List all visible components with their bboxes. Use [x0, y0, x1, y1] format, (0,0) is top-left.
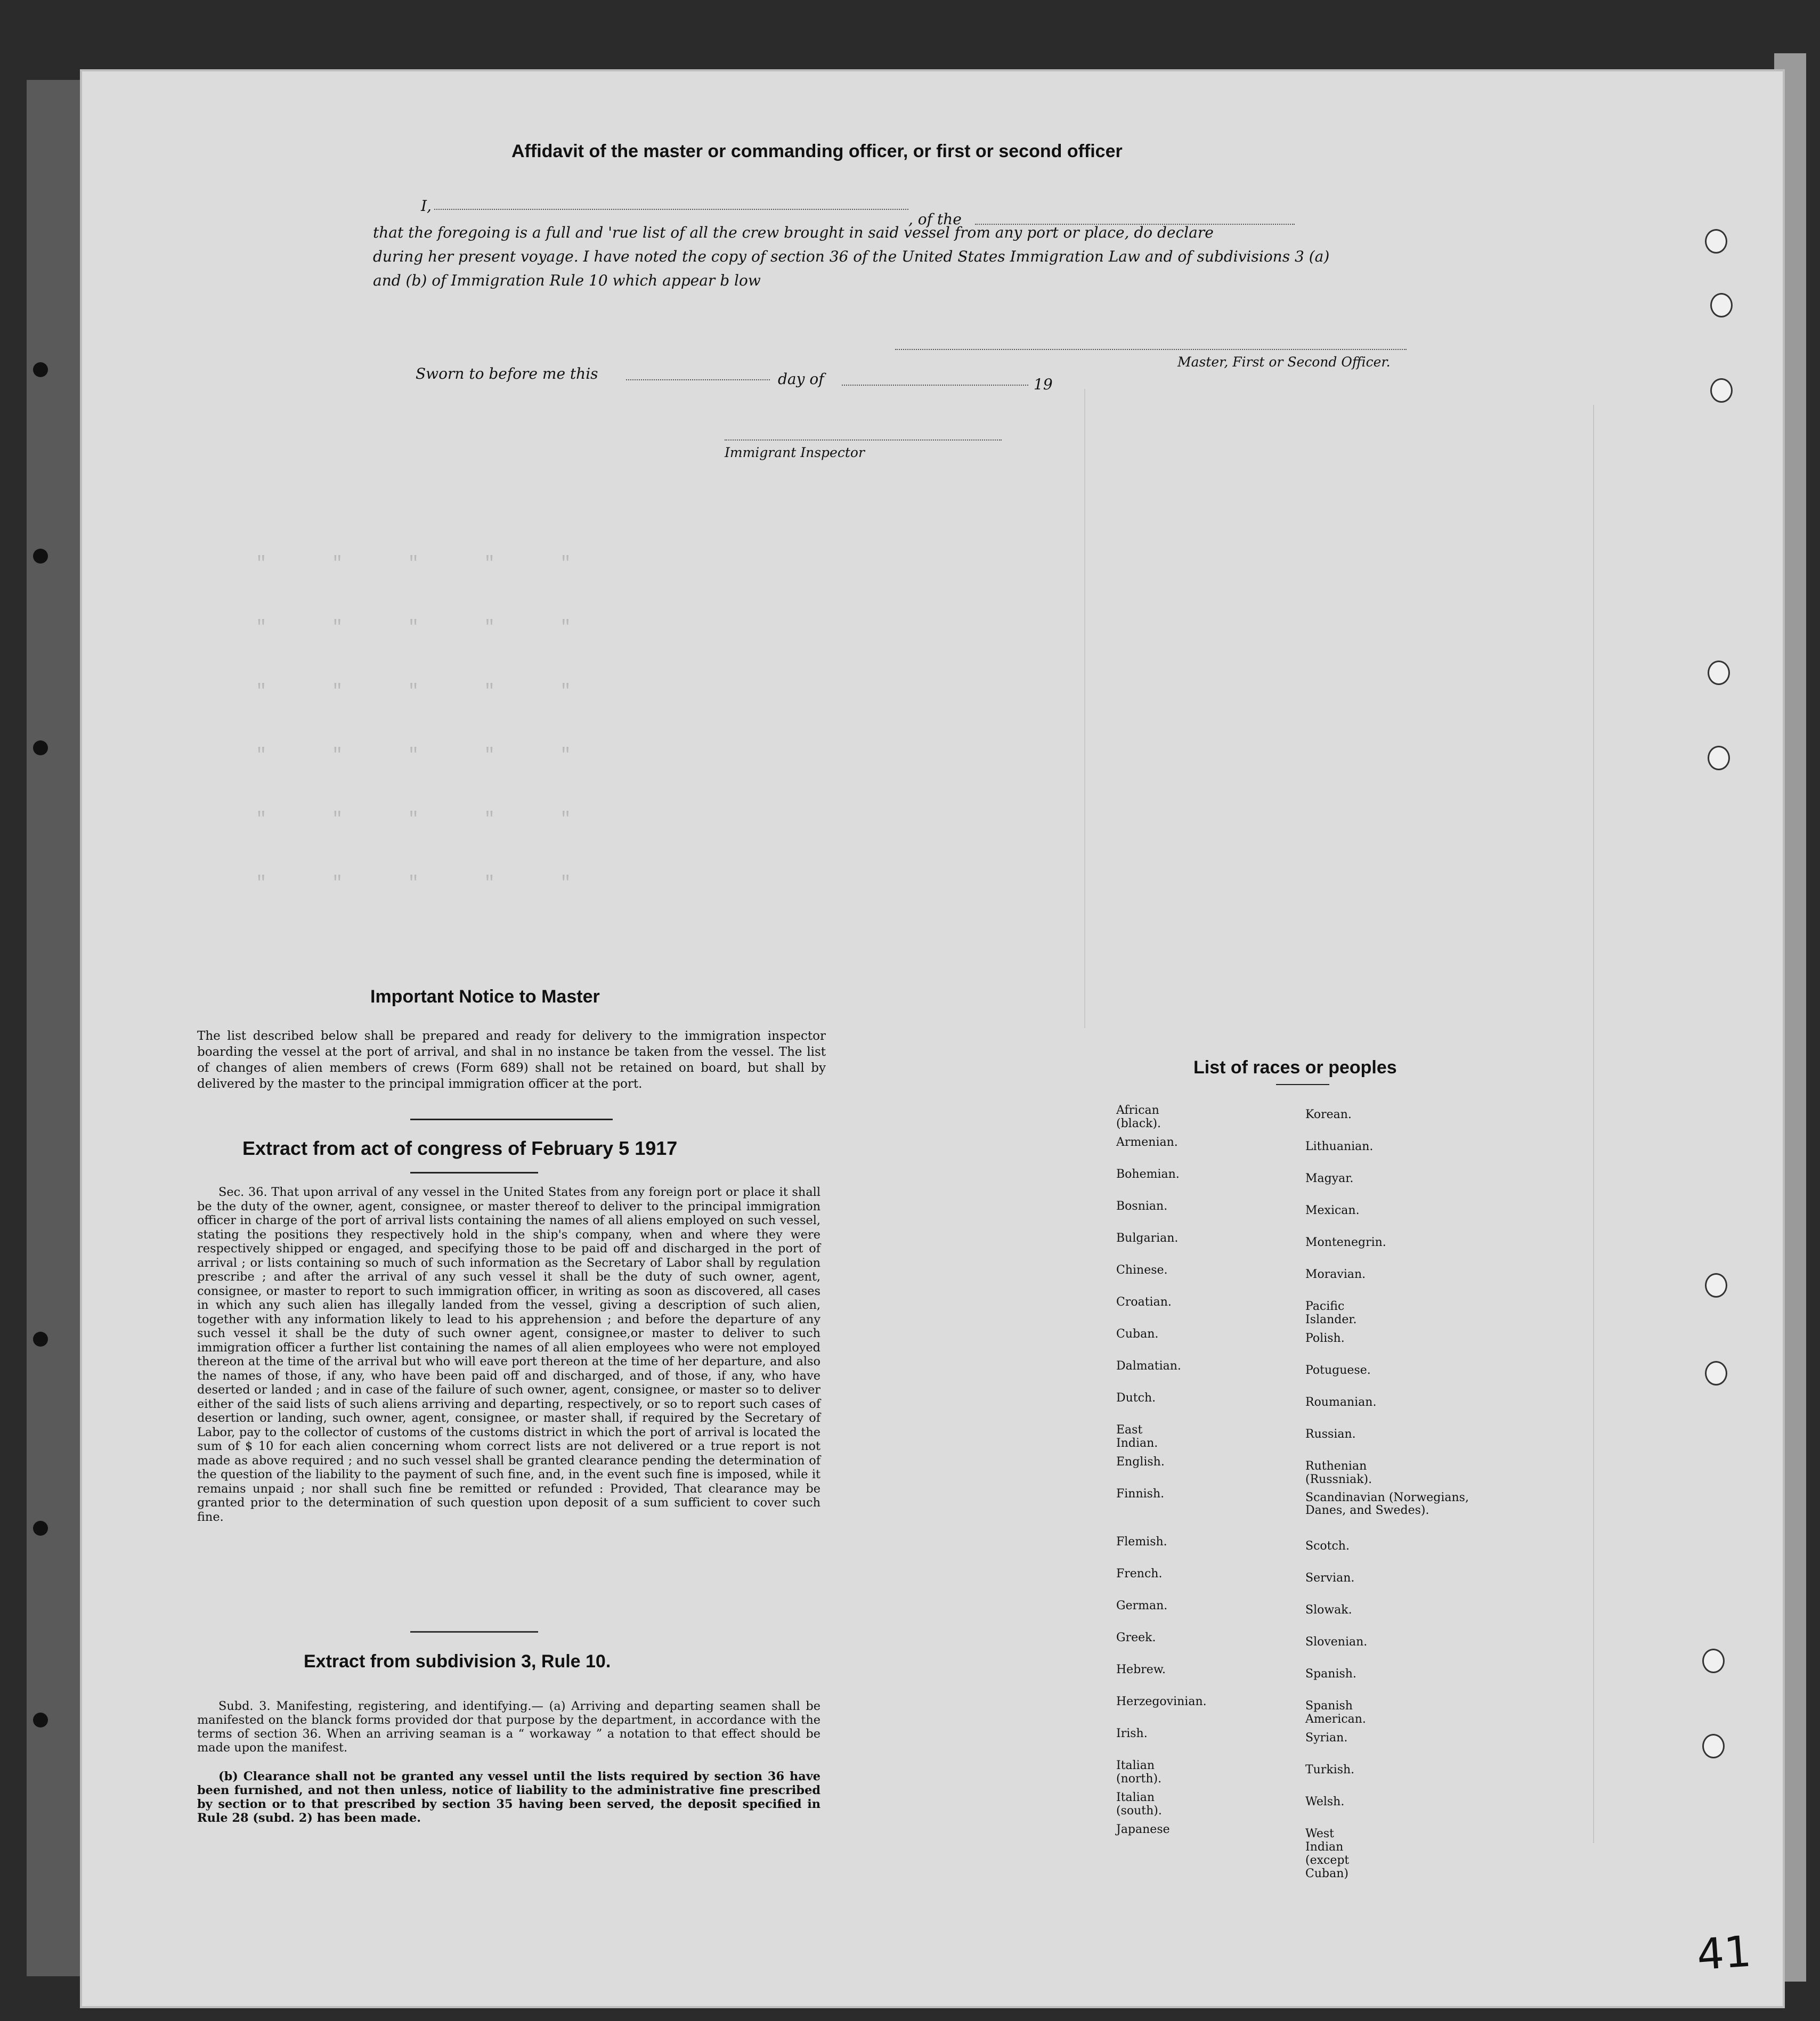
race-item: Mexican.: [1305, 1204, 1360, 1217]
inspector-blank: [725, 439, 1002, 441]
punch-hole: [1705, 229, 1727, 254]
race-item: West Indian (except Cuban): [1305, 1827, 1350, 1880]
race-item: Italian (south).: [1116, 1791, 1162, 1818]
sworn-day-blank: [626, 379, 770, 380]
race-item: Roumanian.: [1305, 1396, 1377, 1409]
affidavit-line-2: [373, 224, 1412, 241]
divider: [410, 1119, 613, 1120]
punch-hole: [1710, 378, 1733, 403]
bleed-through-column: " " " " ": [256, 618, 571, 638]
race-item: Cuban.: [1116, 1327, 1159, 1341]
race-item: Chinese.: [1116, 1264, 1168, 1277]
rule-para-a: Subd. 3. Manifesting, registering, and identifying.— (a) Arriving and departing seamen shall be manifested on the blanck forms provided dor that purpose by the department, in accordance with the terms of section 36. When an arriving seaman is a “ workaway ” a notation to that effect should be made upon the manifest.: [197, 1699, 820, 1755]
notice-title: Important Notice to Master: [370, 987, 600, 1007]
page-number-mark: 41: [1695, 1926, 1753, 1980]
affidavit-of-the: , of the: [908, 210, 962, 228]
binder-hole: [33, 740, 48, 755]
race-item: Bohemian.: [1116, 1168, 1180, 1181]
bleed-through-column: " " " " ": [256, 554, 571, 574]
binder-hole: [33, 1713, 48, 1727]
race-item: Moravian.: [1305, 1268, 1366, 1281]
sworn-year: 19: [1034, 376, 1053, 393]
race-item: Herzegovinian.: [1116, 1695, 1207, 1708]
race-item: Japanese: [1116, 1823, 1170, 1836]
race-item: Flemish.: [1116, 1535, 1167, 1549]
punch-hole: [1702, 1734, 1725, 1758]
race-item: Irish.: [1116, 1727, 1148, 1740]
race-item: Lithuanian.: [1305, 1140, 1374, 1153]
affidavit-title: Affidavit of the master or commanding officer, or first or second officer: [511, 141, 1123, 161]
race-item: Korean.: [1305, 1108, 1352, 1121]
binder-hole: [33, 1332, 48, 1347]
race-item: Ruthenian (Russniak).: [1305, 1460, 1372, 1486]
punch-hole: [1708, 661, 1730, 685]
race-item: Scotch.: [1305, 1539, 1350, 1553]
punch-hole: [1705, 1273, 1727, 1298]
race-item: Hebrew.: [1116, 1663, 1166, 1676]
race-item: Finnish.: [1116, 1487, 1165, 1501]
sworn-text: Sworn to before me this: [416, 365, 598, 382]
bleed-through-column: " " " " ": [256, 810, 571, 830]
race-item: French.: [1116, 1567, 1163, 1580]
sworn-month-blank: [842, 385, 1028, 386]
race-item: Croatian.: [1116, 1295, 1172, 1309]
race-item: Spanish American.: [1305, 1699, 1366, 1726]
punch-hole: [1702, 1649, 1725, 1673]
bleed-through-rule: [1084, 389, 1085, 1028]
race-item: Pacific Islander.: [1305, 1300, 1357, 1326]
punch-hole: [1708, 746, 1730, 770]
race-item: Servian.: [1305, 1571, 1355, 1585]
affidavit-line-4: and (b) of Immigration Rule 10 which appear b low: [373, 272, 761, 289]
declare-text: , do declare: [1124, 224, 1214, 241]
binder-hole: [33, 1521, 48, 1536]
races-title: List of races or peoples: [1193, 1057, 1397, 1078]
notice-text: The list described below shall be prepared and ready for delivery to the immigration inspector boarding the vessel at the port of arrival, and shal in no instance be taken from the vessel. The list of changes of alien members of crews (Form 689) shall not be retained on board, but shall by delivered by the master to the principal immigration officer at the port.: [197, 1029, 826, 1091]
bleed-through-column: " " " " ": [256, 746, 571, 766]
race-item: Bulgarian.: [1116, 1232, 1179, 1245]
binder-hole: [33, 549, 48, 564]
signature-blank: [895, 349, 1407, 350]
inspector-label: Immigrant Inspector: [725, 445, 865, 460]
race-item: Russian.: [1305, 1428, 1356, 1441]
punch-hole: [1710, 293, 1733, 317]
race-item: Spanish.: [1305, 1667, 1356, 1681]
signature-label: Master, First or Second Officer.: [1177, 354, 1391, 370]
rule-title: Extract from subdivision 3, Rule 10.: [304, 1651, 611, 1672]
race-item: Dalmatian.: [1116, 1359, 1181, 1373]
race-item: Scandinavian (Norwegians, Danes, and Swedes).: [1305, 1491, 1469, 1517]
divider: [410, 1631, 538, 1633]
act-text: Sec. 36. That upon arrival of any vessel in the United States from any foreign port or place it shall be the duty of the owner, agent, consignee, or master thereof to deliver to the principal immigration officer in charge of the port of arrival lists containing the names of all aliens employed on such vessel, stating the positions they respectively hold in the ship's company, when and where they were respectively shipped or engaged, and specifying those to be paid off and discharged in the port of arrival ; or lists containing so much of such information as the Secretary of Labor shall by regulation prescribe ; and after the arrival of any such vessel it shall be the duty of such owner, agent, consignee, or master to report to such immigration officer, in writing as soon as discovered, all cases in which any such alien has illegally landed from the vessel, giving a description of such alien, together with any information likely to lead to his apprehension ; and before the departure of any such vessel it shall be the duty of such owner agent, consignee,or master to deliver to such immigration officer a further list containing the names of all alien employees who were not employed thereon at the time of the arrival but who will eave port thereon at the time of her departure, and also the names of those, if any, who have been paid off and discharged, and of those, if any, who have deserted or landed ; and in case of the failure of such owner, agent, consignee, or master so to deliver either of the said lists of such aliens arriving and departing, respectively, or so to report such cases of desertion or landing, such owner, agent, consignee, or master shall, if required by the Secretary of Labor, pay to the collector of customs of the customs district in which the port of arrival is located the sum of $ 10 for each alien concerning whom correct lists are not delivered or a true report is not made as above required ; and no such vessel shall be granted clearance pending the determination of the question of the liability to the payment of such fine, and, in the event such fine is imposed, while it remains unpaid ; nor shall such fine be remitted or refunded : Provided, That clearance may be granted prior to the determination of such question upon deposit of a sum sufficient to cover such fine.: [197, 1185, 820, 1524]
race-item: Welsh.: [1305, 1795, 1345, 1808]
affidavit-line-2-text: that the foregoing is a full and 'rue list of all the crew brought in said vessel from any port or place: [373, 224, 1125, 241]
bleed-through-rule: [1593, 405, 1594, 1843]
race-item: Potuguese.: [1305, 1364, 1371, 1377]
punch-hole: [1705, 1361, 1727, 1386]
affidavit-i: I,: [421, 197, 432, 215]
divider: [410, 1172, 538, 1174]
bleed-through-column: " " " " ": [256, 682, 571, 702]
race-item: Greek.: [1116, 1631, 1156, 1644]
race-item: East Indian.: [1116, 1423, 1158, 1450]
race-item: Armenian.: [1116, 1136, 1178, 1149]
binder-hole: [33, 362, 48, 377]
race-item: English.: [1116, 1455, 1165, 1469]
race-item: Slowak.: [1305, 1603, 1352, 1617]
divider: [1276, 1084, 1329, 1085]
race-item: Dutch.: [1116, 1391, 1156, 1405]
sworn-day-of: day of: [778, 370, 824, 388]
bleed-through-column: " " " " ": [256, 874, 571, 894]
affidavit-line-3: during her present voyage. I have noted the copy of section 36 of the United States Immigration Law and of subdivisions 3 (a): [373, 248, 1330, 265]
act-title: Extract from act of congress of February 5 1917: [242, 1137, 678, 1159]
race-item: Slovenian.: [1305, 1635, 1368, 1649]
race-item: African (black).: [1116, 1104, 1161, 1130]
name-blank: [434, 209, 908, 210]
race-item: Polish.: [1305, 1332, 1345, 1345]
race-item: Italian (north).: [1116, 1759, 1162, 1786]
race-item: Bosnian.: [1116, 1200, 1168, 1213]
race-item: Turkish.: [1305, 1763, 1355, 1776]
race-item: Montenegrin.: [1305, 1236, 1386, 1249]
race-item: Magyar.: [1305, 1172, 1354, 1185]
race-item: German.: [1116, 1599, 1168, 1612]
rule-para-b: (b) Clearance shall not be granted any vessel until the lists required by section 36 have been furnished, and not then unless, notice of liability to the administrative fine prescribed by section or to that prescribed by section 35 having been served, the deposit specified in Rule 28 (subd. 2) has been made.: [197, 1770, 820, 1825]
race-item: Syrian.: [1305, 1731, 1348, 1745]
